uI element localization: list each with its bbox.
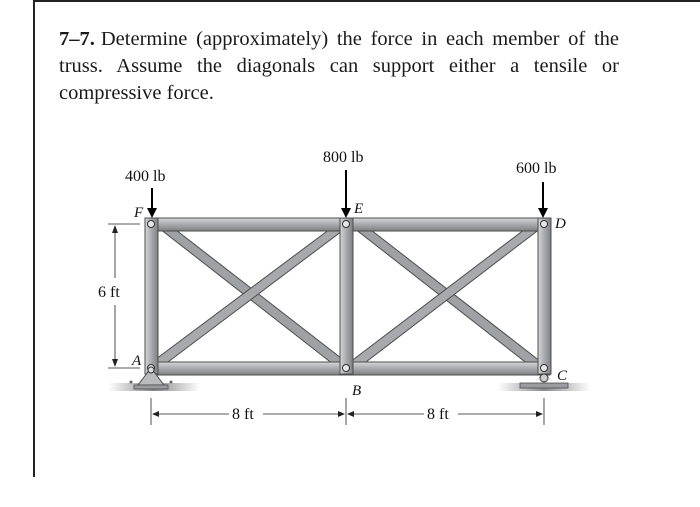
pin-F bbox=[148, 221, 155, 228]
member-BE bbox=[340, 218, 353, 374]
node-label-E: E bbox=[354, 201, 364, 217]
node-label-F: F bbox=[134, 205, 144, 221]
span-dimension bbox=[151, 398, 544, 425]
node-label-D: D bbox=[555, 216, 566, 232]
load-arrowhead-F bbox=[147, 208, 157, 218]
span-right-label: 8 ft bbox=[427, 406, 449, 423]
span-left-label: 8 ft bbox=[232, 406, 254, 423]
member-AF bbox=[145, 218, 158, 374]
pin-E bbox=[343, 221, 350, 228]
node-label-A: A bbox=[132, 353, 142, 369]
height-dimension-label: 6 ft bbox=[98, 284, 120, 301]
pin-B bbox=[343, 365, 350, 372]
load-arrowhead-E bbox=[341, 208, 351, 218]
member-CD bbox=[538, 218, 551, 374]
load-label-E: 800 lb bbox=[323, 149, 364, 166]
load-arrows bbox=[147, 170, 548, 218]
node-label-C: C bbox=[557, 368, 568, 384]
pin-C bbox=[541, 365, 548, 372]
problem-number: 7–7. bbox=[59, 28, 95, 50]
node-label-B: B bbox=[352, 383, 362, 399]
pin-D bbox=[541, 221, 548, 228]
load-arrowhead-D bbox=[538, 208, 548, 218]
load-label-D: 600 lb bbox=[516, 160, 557, 177]
problem-text: Determine (approximately) the force in each member of the truss. Assume the diagonals can support either a tensile or compressive force. bbox=[59, 28, 619, 104]
load-label-F: 400 lb bbox=[125, 168, 166, 185]
